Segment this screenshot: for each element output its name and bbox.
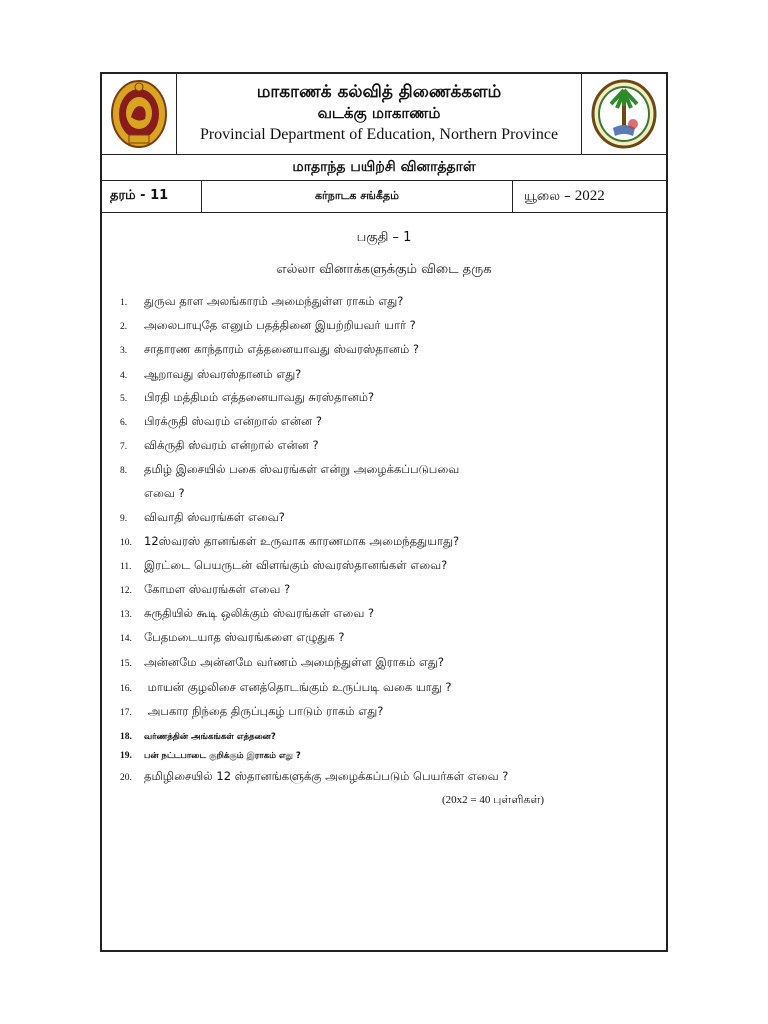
subject: கர்நாடக சங்கீதம்: [202, 180, 513, 212]
question-item: 20. தமிழிசையில் 12 ஸ்தானங்களுக்கு அழைக்கப்படும் பெயர்கள் எவை ?: [120, 769, 509, 783]
question-item: 17. அபகார நிந்தை திருப்புகழ் பாடும் ராகம் எது?: [120, 704, 384, 718]
question-item: 7. விக்ருதி ஸ்வரம் என்றால் என்ன ?: [120, 438, 319, 452]
question-item: 10. 12ஸ்வரஸ் தானங்கள் உருவாக காரணமாக அமைந்ததுயாது?: [120, 534, 460, 548]
department-title-tamil: மாகாணக் கல்வித் திணைக்களம்: [256, 82, 502, 102]
question-item: 11. இரட்டை பெயருடன் விளங்கும் ஸ்வரஸ்தானங்கள் எவை?: [120, 558, 448, 572]
question-item: 18. வர்ணத்தின் அங்கங்கள் எத்தனை?: [120, 732, 276, 742]
header-titles: [176, 74, 582, 154]
question-item: 13. சுருதியில் கூடி ஒலிக்கும் ஸ்வரங்கள் எவை ?: [120, 606, 375, 620]
exam-year: 2022: [574, 188, 605, 204]
header: [102, 74, 666, 155]
sri-lanka-emblem-icon: [102, 74, 177, 154]
question-item: 14. பேதமடையாத ஸ்வரங்களை எழுதுக ?: [120, 630, 345, 644]
question-item: 12. கோமள ஸ்வரங்கள் எவை ?: [120, 582, 291, 596]
question-item: 1. துருவ தாள அலங்காரம் அமைந்துள்ள ராகம் எது?: [120, 294, 404, 308]
province-name-tamil: வடக்கு மாகாணம்: [317, 104, 441, 122]
part-heading: பகுதி – 1: [356, 230, 412, 245]
exam-info-row: [102, 180, 666, 213]
question-item: 6. பிரக்ருதி ஸ்வரம் என்றால் என்ன ?: [120, 414, 322, 428]
department-title-english: Provincial Department of Education, Northern Province: [199, 126, 559, 143]
exam-sheet: [100, 72, 668, 952]
question-item: 15. அன்னமே அன்னமே வர்ணம் அமைந்துள்ள இராகம் எது?: [120, 655, 444, 669]
exam-month: யூலை –: [524, 189, 571, 204]
instruction: எல்லா வினாக்களுக்கும் விடை தருக: [276, 262, 492, 277]
grade: தரம் - 11: [102, 180, 202, 212]
question-item: 2. அலைபாயுதே எனும் பதத்தினை இயற்றியவர் யார் ?: [120, 318, 416, 332]
total-marks: (20x2 = 40 புள்ளிகள்): [442, 794, 545, 806]
question-item: 9. விவாதி ஸ்வரங்கள் எவை?: [120, 510, 285, 524]
question-item: 5. பிரதி மத்திமம் எத்தனையாவது சுரஸ்தானம்?: [120, 390, 375, 404]
exam-date: [512, 180, 666, 212]
northern-province-logo-icon: [581, 74, 666, 154]
question-item: 8. தமிழ் இசையில் பகை ஸ்வரங்கள் என்று அழைக்கப்படுபவை: [120, 462, 460, 476]
question-continuation: எவை ?: [144, 486, 185, 500]
exam-name: மாதாந்த பயிற்சி வினாத்தாள்: [102, 154, 666, 181]
question-item: 3. சாதாரண காந்தாரம் எத்தனையாவது ஸ்வரஸ்தானம் ?: [120, 342, 420, 356]
question-item: 16. மாயன் குழலிசை எனத்தொடங்கும் உருப்படி வகை யாது ?: [120, 680, 452, 694]
question-item: 19. பன் நட்டபாடை குறிக்கும் இராகம் எது ?: [120, 751, 301, 761]
question-item: 4. ஆறாவது ஸ்வரஸ்தானம் எது?: [120, 367, 302, 381]
